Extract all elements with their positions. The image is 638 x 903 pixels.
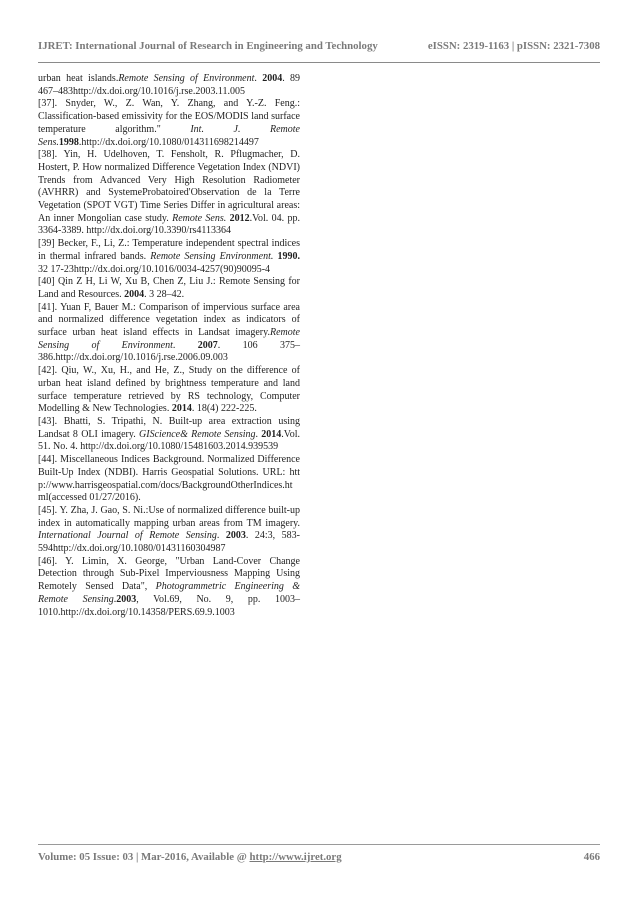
header-rule <box>38 62 600 63</box>
running-footer <box>38 851 600 863</box>
journal-website-link[interactable]: http://www.ijret.org <box>249 851 342 863</box>
reference-39: [39] Becker, F., Li, Z.: Temperature independent spectral indices in thermal infrared bands. Remote Sensing Environment. 1990. 32 17-23http://dx.doi.org/10.1016/0034-4257(90)90095-4 <box>38 238 301 275</box>
reference-46: [46]. Y. Limin, X. George, "Urban Land-Cover Change Detection through Sub-Pixel Imperviousness Mapping Using Remotely Sensed Data", Photogrammetric Engineering & Remote Sensing.2003, Vol.69, No. 9, pp. 1003–1010.http://dx.doi.org/10.14358/PERS.69.9.1003 <box>38 555 300 618</box>
page-number: 466 <box>583 851 600 863</box>
reference-43: [43]. Bhatti, S. Tripathi, N. Built-up area extraction using Landsat 8 OLI imagery. GIScience& Remote Sensing. 2014.Vol. 51. No. 4. http://dx.doi.org/10.1080/15481603.2014.939539 <box>38 415 301 453</box>
issn-line: eISSN: 2319-1163 | pISSN: 2321-7308 <box>427 40 600 52</box>
running-header <box>38 40 600 52</box>
reference-38: [38]. Yin, H. Udelhoven, T. Fensholt, R. Pflugmacher, D. Hostert, P. How normalized Difference Vegetation Index (NDVI) Trends from Advanced Very High Resolution Radiometer (AVHRR) and SystemeProbatoired'Observation de la Terre Vegetation (SPOT VGT) Time Series Differ in agricultural areas: An inner Mongolian case study. Remote Sens. 2012.Vol. 04. pp. 3364-3389. http://dx.doi.org/10.3390/rs4113364 <box>38 149 300 237</box>
reference-42: [42]. Qiu, W., Xu, H., and He, Z., Study on the difference of urban heat island defined by brightness temperature and land surface temperature retrieved by RS technology, Computer Modelling & New Technologies. 2014. 18(4) 222-225. <box>38 365 300 415</box>
references-column <box>38 73 300 619</box>
reference-36-continued: urban heat islands.Remote Sensing of Environment. 2004. 89 467–483http://dx.doi.org/10.1016/j.rse.2003.11.005 <box>38 73 301 97</box>
journal-title: IJRET: International Journal of Research in Engineering and Technology <box>38 40 378 52</box>
footer-volume-info: Volume: 05 Issue: 03 | Mar-2016, Available @ http://www.ijret.org <box>38 851 342 863</box>
reference-40: [40] Qin Z H, Li W, Xu B, Chen Z, Liu J.: Remote Sensing for Land and Resources. 2004. 3 28–42. <box>38 276 300 300</box>
reference-37: [37]. Snyder, W., Z. Wan, Y. Zhang, and Y.-Z. Feng.: Classification-based emissivity for the EOS/MODIS land surface temperature algorithm." Int. J. Remote Sens.1998.http://dx.doi.org/10.1080/014311698214497 <box>38 98 300 148</box>
footer-rule <box>38 844 600 845</box>
reference-41: [41]. Yuan F, Bauer M.: Comparison of impervious surface area and normalized difference vegetation index as indicators of surface urban heat island effects in Landsat imagery.Remote Sensing of Environment. 2007. 106 375–386.http://dx.doi.org/10.1016/j.rse.2006.09.003 <box>38 301 301 364</box>
reference-45: [45]. Y. Zha, J. Gao, S. Ni.:Use of normalized difference built-up index in automatically mapping urban areas from TM imagery. International Journal of Remote Sensing. 2003. 24:3, 583-594http://dx.doi.org/10.1080/01431160304987 <box>38 504 301 555</box>
reference-44: [44]. Miscellaneous Indices Background. Normalized Difference Built-Up Index (NDBI). Harris Geospatial Solutions. URL: http://www.harrisgeospatial.com/docs/BackgroundOtherIndices.html(accessed 01/27/2016). <box>38 454 300 504</box>
